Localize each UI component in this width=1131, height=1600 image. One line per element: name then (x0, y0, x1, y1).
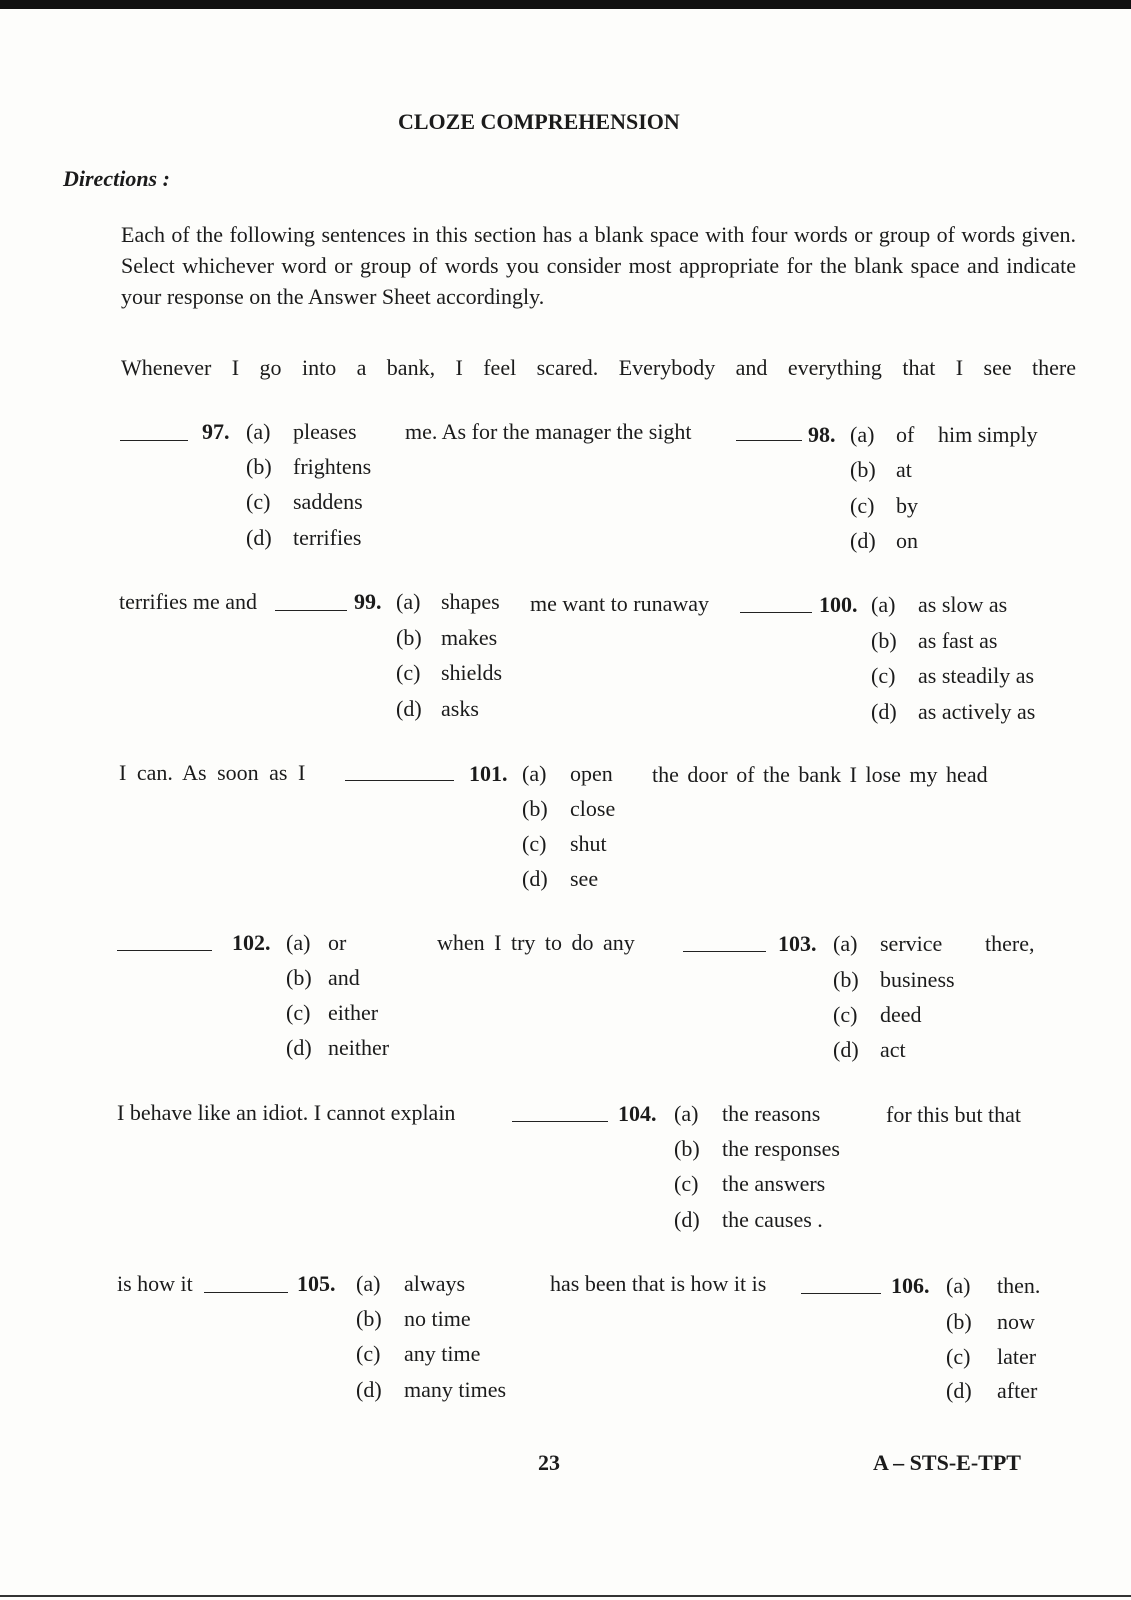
blank-102 (117, 950, 212, 951)
option-letter: (c) (246, 489, 271, 514)
option-text: the reasons (722, 1101, 821, 1126)
option-letter: (d) (522, 866, 548, 891)
question-number-99: 99. (354, 589, 382, 614)
blank-99 (275, 610, 347, 611)
option-text: many times (404, 1377, 507, 1402)
blank-103 (683, 951, 766, 952)
option-text: at (896, 457, 912, 482)
option-letter: (d) (396, 696, 422, 721)
option-text: frightens (293, 454, 372, 479)
question-number-101: 101. (469, 761, 508, 786)
option-letter: (b) (871, 628, 897, 653)
question-number-100: 100. (819, 592, 858, 617)
passage-sentence-6: the door of the bank I lose my head (652, 762, 988, 787)
blank-101 (345, 780, 454, 781)
option-text: as steadily as (918, 663, 1035, 688)
option-letter: (a) (850, 422, 875, 447)
option-letter: (a) (674, 1101, 699, 1126)
option-letter: (b) (396, 625, 422, 650)
option-text: asks (441, 696, 479, 721)
passage-sentence-1: me. As for the manager the sight (405, 419, 692, 444)
question-number-106: 106. (891, 1273, 930, 1298)
option-letter: (b) (246, 454, 272, 479)
option-text: close (570, 796, 616, 821)
option-text: by (896, 493, 918, 518)
option-text: act (880, 1037, 906, 1062)
option-letter: (c) (850, 493, 875, 518)
passage-sentence-2: him simply (938, 422, 1038, 447)
option-letter: (a) (356, 1271, 381, 1296)
option-letter: (a) (871, 592, 896, 617)
option-text: as slow as (918, 592, 1008, 617)
option-text: on (896, 528, 918, 553)
passage-sentence-7: when I try to do any (437, 930, 635, 955)
passage-sentence-9: I behave like an idiot. I cannot explain (117, 1100, 456, 1125)
option-letter: (c) (522, 831, 547, 856)
passage-sentence-5: I can. As soon as I (119, 760, 306, 785)
option-letter: (b) (286, 965, 312, 990)
option-text: makes (441, 625, 498, 650)
option-letter: (d) (674, 1207, 700, 1232)
blank-98 (736, 440, 802, 441)
option-letter: (d) (871, 699, 897, 724)
option-letter: (d) (850, 528, 876, 553)
booklet-code: A – STS-E-TPT (873, 1450, 1021, 1475)
blank-106 (801, 1293, 881, 1294)
option-text: saddens (293, 489, 363, 514)
option-letter: (c) (356, 1341, 381, 1366)
option-letter: (a) (522, 761, 547, 786)
option-text: after (997, 1378, 1038, 1403)
option-text: open (570, 761, 613, 786)
option-letter: (d) (946, 1378, 972, 1403)
option-letter: (d) (246, 525, 272, 550)
option-letter: (b) (946, 1309, 972, 1334)
page-title: CLOZE COMPREHENSION (398, 109, 680, 134)
option-text: of (896, 422, 915, 447)
option-text: terrifies (293, 525, 362, 550)
option-text: then. (997, 1273, 1041, 1298)
page-top-border (0, 0, 1131, 9)
option-letter: (a) (246, 419, 271, 444)
option-letter: (d) (286, 1035, 312, 1060)
option-text: service (880, 931, 943, 956)
page-bottom-border (0, 1595, 1131, 1597)
option-text: shapes (441, 589, 500, 614)
blank-105 (204, 1292, 288, 1293)
option-letter: (a) (396, 589, 421, 614)
option-text: the causes . (722, 1207, 823, 1232)
option-letter: (c) (946, 1344, 971, 1369)
blank-100 (740, 612, 812, 613)
option-letter: (b) (522, 796, 548, 821)
passage-sentence-10: for this but that (886, 1102, 1022, 1127)
question-number-97: 97. (202, 419, 230, 444)
option-text: pleases (293, 419, 357, 444)
option-text: the responses (722, 1136, 840, 1161)
option-text: as fast as (918, 628, 998, 653)
option-text: the answers (722, 1171, 826, 1196)
option-text: deed (880, 1002, 922, 1027)
question-number-98: 98. (808, 422, 836, 447)
passage-sentence-4: me want to runaway (530, 591, 709, 616)
passage-sentence-8: there, (985, 931, 1035, 956)
option-text: no time (404, 1306, 471, 1331)
question-number-102: 102. (232, 930, 271, 955)
option-text: either (328, 1000, 379, 1025)
option-letter: (c) (396, 660, 421, 685)
option-letter: (d) (833, 1037, 859, 1062)
option-letter: (b) (833, 967, 859, 992)
passage-sentence-12: has been that is how it is (550, 1271, 767, 1296)
page-number: 23 (538, 1450, 560, 1475)
question-number-103: 103. (778, 931, 817, 956)
option-text: neither (328, 1035, 390, 1060)
question-number-104: 104. (618, 1101, 657, 1126)
option-text: shut (570, 831, 607, 856)
blank-104 (512, 1121, 608, 1122)
option-letter: (c) (674, 1171, 699, 1196)
option-letter: (b) (356, 1306, 382, 1331)
option-letter: (c) (833, 1002, 858, 1027)
option-letter: (a) (946, 1273, 971, 1298)
option-text: and (328, 965, 360, 990)
option-letter: (b) (674, 1136, 700, 1161)
option-text: always (404, 1271, 466, 1296)
option-text: any time (404, 1341, 481, 1366)
option-text: shields (441, 660, 503, 685)
directions-text: Each of the following sentences in this section has a blank space with four words or group of words given. Select whichever word or group of words you consider most appropriate for the blank space and indicate your response on the Answer Sheet accordingly. (121, 222, 1076, 309)
passage-sentence-11: is how it (117, 1271, 193, 1296)
option-letter: (b) (850, 457, 876, 482)
blank-97 (120, 440, 188, 441)
passage-sentence-0: Whenever I go into a bank, I feel scared. Everybody and everything that I see there (121, 355, 1076, 380)
option-text: see (570, 866, 599, 891)
option-letter: (c) (286, 1000, 311, 1025)
option-text: now (997, 1309, 1035, 1334)
option-text: later (997, 1344, 1037, 1369)
option-text: business (880, 967, 955, 992)
option-text: as actively as (918, 699, 1036, 724)
passage-sentence-3: terrifies me and (119, 589, 258, 614)
option-text: or (328, 930, 347, 955)
directions-heading: Directions : (63, 166, 170, 191)
option-letter: (c) (871, 663, 896, 688)
option-letter: (a) (833, 931, 858, 956)
option-letter: (a) (286, 930, 311, 955)
question-number-105: 105. (297, 1271, 336, 1296)
option-letter: (d) (356, 1377, 382, 1402)
